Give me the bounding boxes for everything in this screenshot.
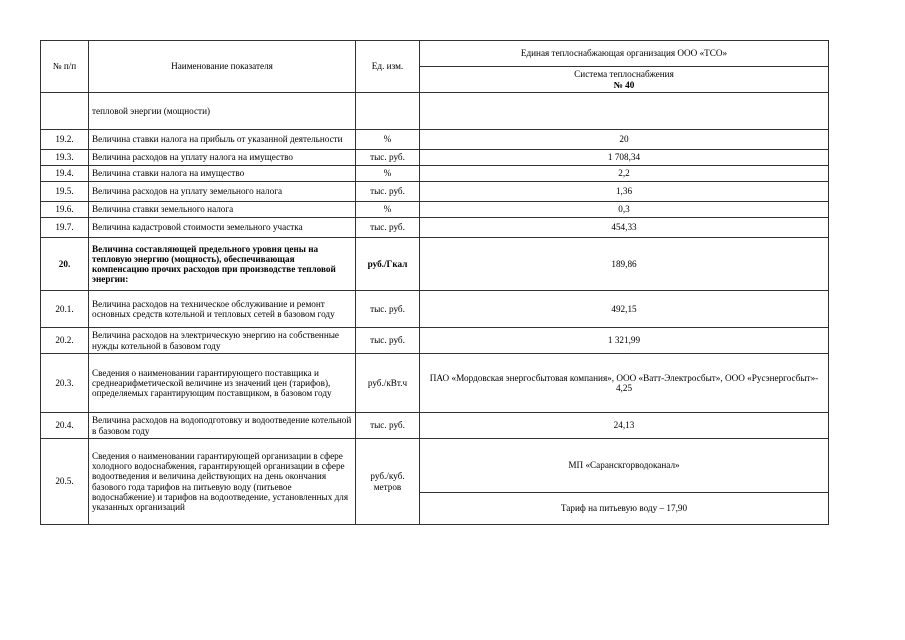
header-system-number: № 40 <box>613 79 635 90</box>
row-name: Величина кадастровой стоимости земельного участка <box>89 218 356 238</box>
table-row <box>41 150 829 166</box>
row-unit: тыс. руб. <box>356 150 420 166</box>
row-unit: руб./кВт.ч <box>356 354 420 413</box>
table-row <box>41 413 829 439</box>
row-unit: руб./Гкал <box>356 238 420 291</box>
row-num: 19.5. <box>41 182 89 202</box>
row-num: 20.2. <box>41 328 89 354</box>
row-unit: % <box>356 166 420 182</box>
table-row <box>41 439 829 493</box>
table-row <box>41 130 829 150</box>
row-name: Сведения о наименовании гарантирующего поставщика и среднеарифметической величине из значений цен (тарифов), определяемых гарантирующим поставщиком, в базовом году <box>89 354 356 413</box>
header-system <box>420 67 829 93</box>
row-value: 24,13 <box>420 413 829 439</box>
row-unit: руб./куб. метров <box>356 439 420 525</box>
row-num: 20.3. <box>41 354 89 413</box>
row-unit: тыс. руб. <box>356 291 420 328</box>
row-num: 19.2. <box>41 130 89 150</box>
header-num: № п/п <box>41 41 89 93</box>
row-value: 1 708,34 <box>420 150 829 166</box>
indicators-table <box>40 40 829 525</box>
row-value-org: МП «Саранскгорводоканал» <box>420 439 829 493</box>
continuation-row <box>41 93 829 130</box>
row-name: Величина ставки налога на имущество <box>89 166 356 182</box>
row-num: 19.3. <box>41 150 89 166</box>
row-num: 19.6. <box>41 202 89 218</box>
row-unit: тыс. руб. <box>356 413 420 439</box>
row-value: 454,33 <box>420 218 829 238</box>
row-num: 20.5. <box>41 439 89 525</box>
header-name: Наименование показателя <box>89 41 356 93</box>
row-name: Величина расходов на техническое обслуживание и ремонт основных средств котельной и тепловых сетей в базовом году <box>89 291 356 328</box>
row-name: Сведения о наименовании гарантирующей организации в сфере холодного водоснабжения, гарантирующей организации в сфере водоотведения и величина действующих на день окончания базового года тарифов на питьевую воду (питьевое водоснабжение) и тарифов на водоотведение, установленных для указанных организаций <box>89 439 356 525</box>
continuation-value <box>420 93 829 130</box>
table-row <box>41 202 829 218</box>
continuation-num <box>41 93 89 130</box>
row-value: 0,3 <box>420 202 829 218</box>
row-unit: тыс. руб. <box>356 328 420 354</box>
row-unit: тыс. руб. <box>356 218 420 238</box>
row-value: 492,15 <box>420 291 829 328</box>
row-num: 20. <box>41 238 89 291</box>
row-value: ПАО «Мордовская энергосбытовая компания», ООО «Ватт-Электросбыт», ООО «Русэнергосбыт»- 4,25 <box>420 354 829 413</box>
row-name: Величина расходов на электрическую энергию на собственные нужды котельной в базовом году <box>89 328 356 354</box>
row-value: 1,36 <box>420 182 829 202</box>
row-num: 19.4. <box>41 166 89 182</box>
table-row <box>41 182 829 202</box>
row-name: Величина расходов на уплату земельного налога <box>89 182 356 202</box>
continuation-name: тепловой энергии (мощности) <box>89 93 356 130</box>
row-unit: тыс. руб. <box>356 182 420 202</box>
header-row <box>41 41 829 67</box>
header-org: Единая теплоснабжающая организация ООО «ТСО» <box>420 41 829 67</box>
row-unit: % <box>356 202 420 218</box>
header-system-label: Система теплоснабжения <box>574 69 674 80</box>
header-unit: Ед. изм. <box>356 41 420 93</box>
table-row <box>41 291 829 328</box>
continuation-unit <box>356 93 420 130</box>
row-name: Величина расходов на уплату налога на имущество <box>89 150 356 166</box>
row-num: 19.7. <box>41 218 89 238</box>
row-unit: % <box>356 130 420 150</box>
table-row <box>41 238 829 291</box>
row-name: Величина ставки налога на прибыль от указанной деятельности <box>89 130 356 150</box>
row-value-tariff: Тариф на питьевую воду – 17,90 <box>420 493 829 525</box>
table-row <box>41 218 829 238</box>
row-value: 189,86 <box>420 238 829 291</box>
row-num: 20.1. <box>41 291 89 328</box>
row-num: 20.4. <box>41 413 89 439</box>
row-name: Величина составляющей предельного уровня цены на тепловую энергию (мощность), обеспечивающая компенсацию прочих расходов при производстве тепловой энергии: <box>89 238 356 291</box>
row-value: 1 321,99 <box>420 328 829 354</box>
row-value: 20 <box>420 130 829 150</box>
table-row <box>41 328 829 354</box>
row-name: Величина ставки земельного налога <box>89 202 356 218</box>
table-row <box>41 354 829 413</box>
row-value: 2,2 <box>420 166 829 182</box>
row-name: Величина расходов на водоподготовку и водоотведение котельной в базовом году <box>89 413 356 439</box>
table-row <box>41 166 829 182</box>
